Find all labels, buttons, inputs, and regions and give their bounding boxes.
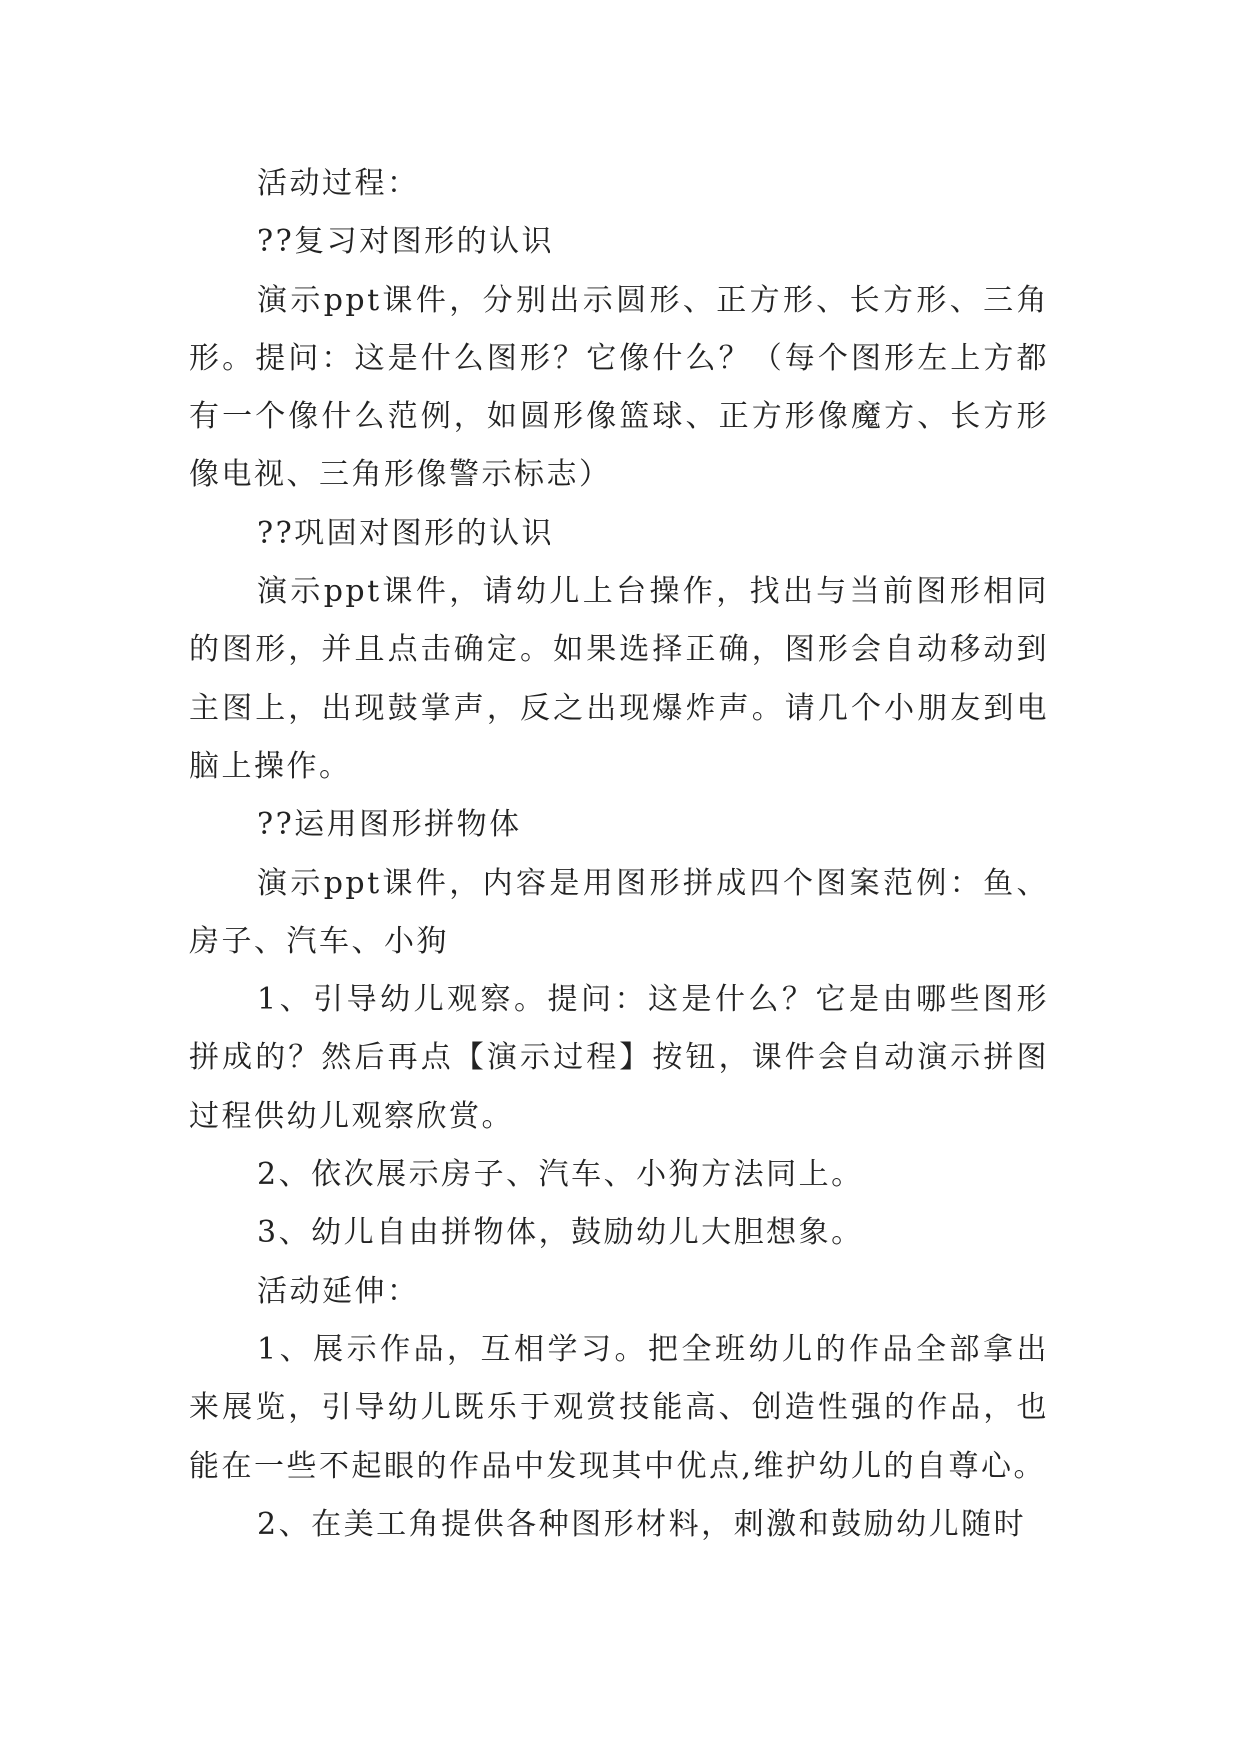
paragraph-consolidate: 演示ppt课件，请幼儿上台操作，找出与当前图形相同的图形，并且点击确定。如果选择正确，图形会自动移动到主图上，出现鼓掌声，反之出现爆炸声。请几个小朋友到电脑上操作。 (189, 574, 1049, 784)
extension-item-2: 2、在美工角提供各种图形材料，刺激和鼓励幼儿随时 (257, 1506, 1027, 1542)
extension-item-1: 1、展示作品，互相学习。把全班幼儿的作品全部拿出来展览，引导幼儿既乐于观赏技能高、创造性强的作品，也能在一些不起眼的作品中发现其中优点,维护幼儿的自尊心。 (189, 1331, 1049, 1484)
paragraph-review: 演示ppt课件，分别出示圆形、正方形、长方形、三角形。提问：这是什么图形？它像什么？（每个图形左上方都有一个像什么范例，如圆形像篮球、正方形像魔方、长方形像电视、三角形像警示标志） (189, 282, 1049, 493)
document-body (189, 155, 1049, 1554)
paragraph-apply: 演示ppt课件，内容是用图形拼成四个图案范例：鱼、房子、汽车、小狗 (189, 865, 1049, 959)
section-heading-activity-process: 活动过程： (257, 166, 420, 201)
section-heading-extension: 活动延伸： (257, 1273, 420, 1309)
list-item-3: 3、幼儿自由拼物体，鼓励幼儿大胆想象。 (257, 1215, 864, 1251)
list-item-2: 2、依次展示房子、汽车、小狗方法同上。 (257, 1157, 864, 1193)
list-item-1: 1、引导幼儿观察。提问：这是什么？它是由哪些图形拼成的？然后再点【演示过程】按钮，课件会自动演示拼图过程供幼儿观察欣赏。 (189, 982, 1049, 1134)
step-heading-review: ??复习对图形的认识 (257, 224, 555, 260)
step-heading-consolidate: ??巩固对图形的认识 (257, 515, 555, 551)
step-heading-apply: ??运用图形拼物体 (257, 807, 522, 843)
